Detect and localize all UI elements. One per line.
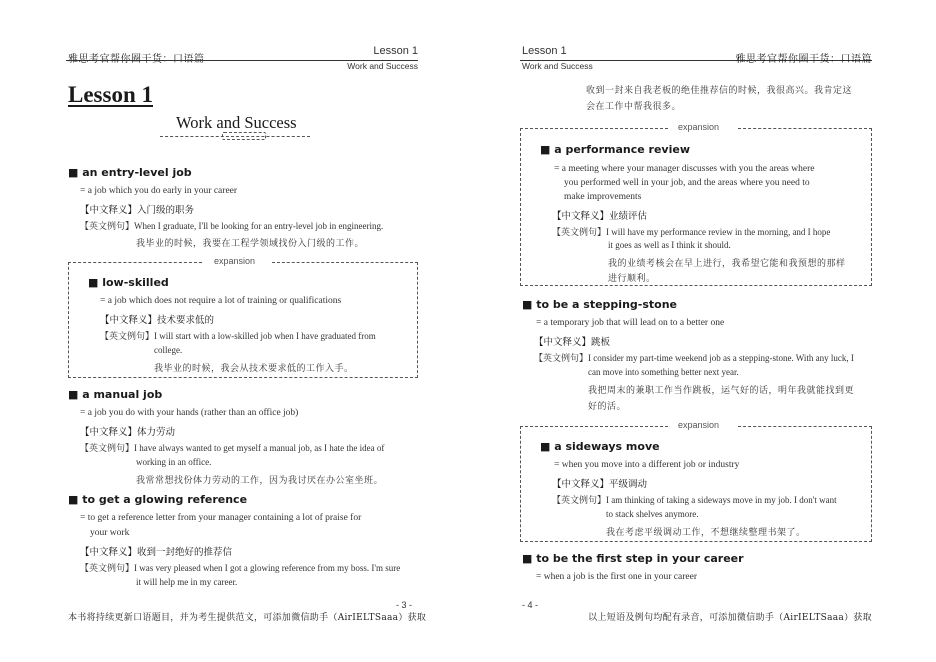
phrase-definition: = a meeting where your manager discusses with you the areas where bbox=[554, 164, 815, 174]
example-sentence-cont: it goes as well as I think it should. bbox=[608, 240, 731, 250]
expansion-label: expansion bbox=[672, 420, 725, 430]
chinese-meaning: 【中文释义】体力劳动 bbox=[80, 427, 176, 438]
phrase-definition: = a temporary job that will lead on to a better one bbox=[536, 318, 725, 328]
lesson-title: Lesson 1 bbox=[68, 82, 153, 107]
phrase-definition-cont: your work bbox=[90, 528, 130, 538]
example-sentence: 【英文例句】I have always wanted to get myself a manual job, as I hate the idea of bbox=[80, 443, 385, 453]
header-topic: Work and Success bbox=[347, 61, 418, 71]
example-translation: 我把周末的兼职工作当作跳板，运气好的话，明年我就能找到更 bbox=[588, 386, 855, 396]
phrase-heading: ■ to be a stepping-stone bbox=[522, 298, 677, 311]
phrase-heading: ■ low-skilled bbox=[88, 276, 169, 289]
header-lesson: Lesson 1 bbox=[373, 45, 418, 57]
example-translation: 我常常想找份体力劳动的工作，因为我讨厌在办公室坐班。 bbox=[136, 476, 384, 486]
translation-continued: 收到一封来自我老板的绝佳推荐信的时候，我很高兴。我肯定这 bbox=[586, 86, 853, 96]
example-sentence-cont: to stack shelves anymore. bbox=[606, 509, 699, 519]
example-sentence: 【英文例句】I will have my performance review in the morning, and I hope bbox=[552, 227, 831, 237]
phrase-definition: = a job which does not require a lot of training or qualifications bbox=[100, 296, 342, 306]
phrase-heading: ■ to get a glowing reference bbox=[68, 493, 248, 506]
header-book-title: 雅思考官帮你圈干货：口语篇 bbox=[735, 54, 872, 65]
example-sentence-cont: it will help me in my career. bbox=[136, 577, 238, 587]
chinese-meaning: 【中文释义】业绩评估 bbox=[552, 211, 648, 222]
phrase-definition: = when a job is the first one in your career bbox=[536, 572, 697, 582]
example-sentence-cont: can move into something better next year. bbox=[588, 367, 739, 377]
example-sentence: 【英文例句】I am thinking of taking a sideways move in my job. I don't want bbox=[552, 495, 837, 505]
page-number: - 4 - bbox=[522, 600, 539, 610]
phrase-definition: = to get a reference letter from your manager containing a lot of praise for bbox=[80, 513, 362, 523]
example-sentence: 【英文例句】I was very pleased when I got a glowing reference from my boss. I'm sure bbox=[80, 563, 401, 573]
chinese-meaning: 【中文释义】入门级的职务 bbox=[80, 205, 195, 216]
example-translation-cont: 进行顺利。 bbox=[608, 274, 656, 284]
example-sentence: 【英文例句】I will start with a low-skilled job when I have graduated from bbox=[100, 331, 376, 341]
example-sentence-cont: college. bbox=[154, 345, 183, 355]
phrase-heading: ■ an entry-level job bbox=[68, 166, 192, 179]
phrase-definition: = a job you do with your hands (rather than an office job) bbox=[80, 408, 299, 418]
phrase-heading: ■ a sideways move bbox=[540, 440, 660, 453]
phrase-definition-cont: you performed well in your job, and the areas where you need to bbox=[564, 178, 810, 188]
lesson-subtitle: Work and Success bbox=[176, 113, 297, 132]
phrase-definition: = a job which you do early in your career bbox=[80, 186, 238, 196]
example-translation: 我毕业的时候，我要在工程学领域找份入门级的工作。 bbox=[136, 239, 365, 249]
page-4 bbox=[468, 0, 936, 662]
header-book-title: 雅思考官帮你圈干货：口语篇 bbox=[68, 54, 205, 65]
translation-continued: 会在工作中帮我很多。 bbox=[586, 102, 682, 112]
phrase-heading: ■ a manual job bbox=[68, 388, 163, 401]
phrase-heading: ■ a performance review bbox=[540, 143, 690, 156]
phrase-definition: = when you move into a different job or industry bbox=[554, 460, 740, 470]
example-translation-cont: 好的活。 bbox=[588, 402, 627, 412]
example-translation: 我的业绩考核会在早上进行，我希望它能和我预想的那样 bbox=[608, 259, 846, 269]
footer-note: 本书将持续更新口语题目，并为考生提供范文，可添加微信助手（AirIELTSaaa）获取 bbox=[68, 613, 427, 623]
chinese-meaning: 【中文释义】跳板 bbox=[534, 337, 611, 348]
phrase-definition-cont: make improvements bbox=[564, 192, 642, 202]
example-sentence: 【英文例句】When I graduate, I'll be looking for an entry-level job in engineering. bbox=[80, 221, 384, 231]
example-sentence: 【英文例句】I consider my part-time weekend job as a stepping-stone. With any luck, I bbox=[534, 353, 854, 363]
page-number: - 3 - bbox=[396, 600, 413, 610]
chinese-meaning: 【中文释义】平级调动 bbox=[552, 479, 648, 490]
example-translation: 我在考虑平级调动工作，不想继续整理书架了。 bbox=[606, 528, 806, 538]
footer-note: 以上短语及例句均配有录音，可添加微信助手（AirIELTSaaa）获取 bbox=[588, 613, 872, 623]
example-sentence-cont: working in an office. bbox=[136, 457, 212, 467]
chinese-meaning: 【中文释义】收到一封绝好的推荐信 bbox=[80, 547, 233, 558]
header-lesson: Lesson 1 bbox=[522, 45, 567, 57]
header-topic: Work and Success bbox=[522, 61, 593, 71]
phrase-heading: ■ to be the first step in your career bbox=[522, 552, 744, 565]
expansion-label: expansion bbox=[208, 256, 261, 266]
example-translation: 我毕业的时候，我会从技术要求低的工作入手。 bbox=[154, 364, 354, 374]
subtitle-ornament-box bbox=[222, 132, 266, 140]
expansion-label: expansion bbox=[672, 122, 725, 132]
chinese-meaning: 【中文释义】技术要求低的 bbox=[100, 315, 215, 326]
